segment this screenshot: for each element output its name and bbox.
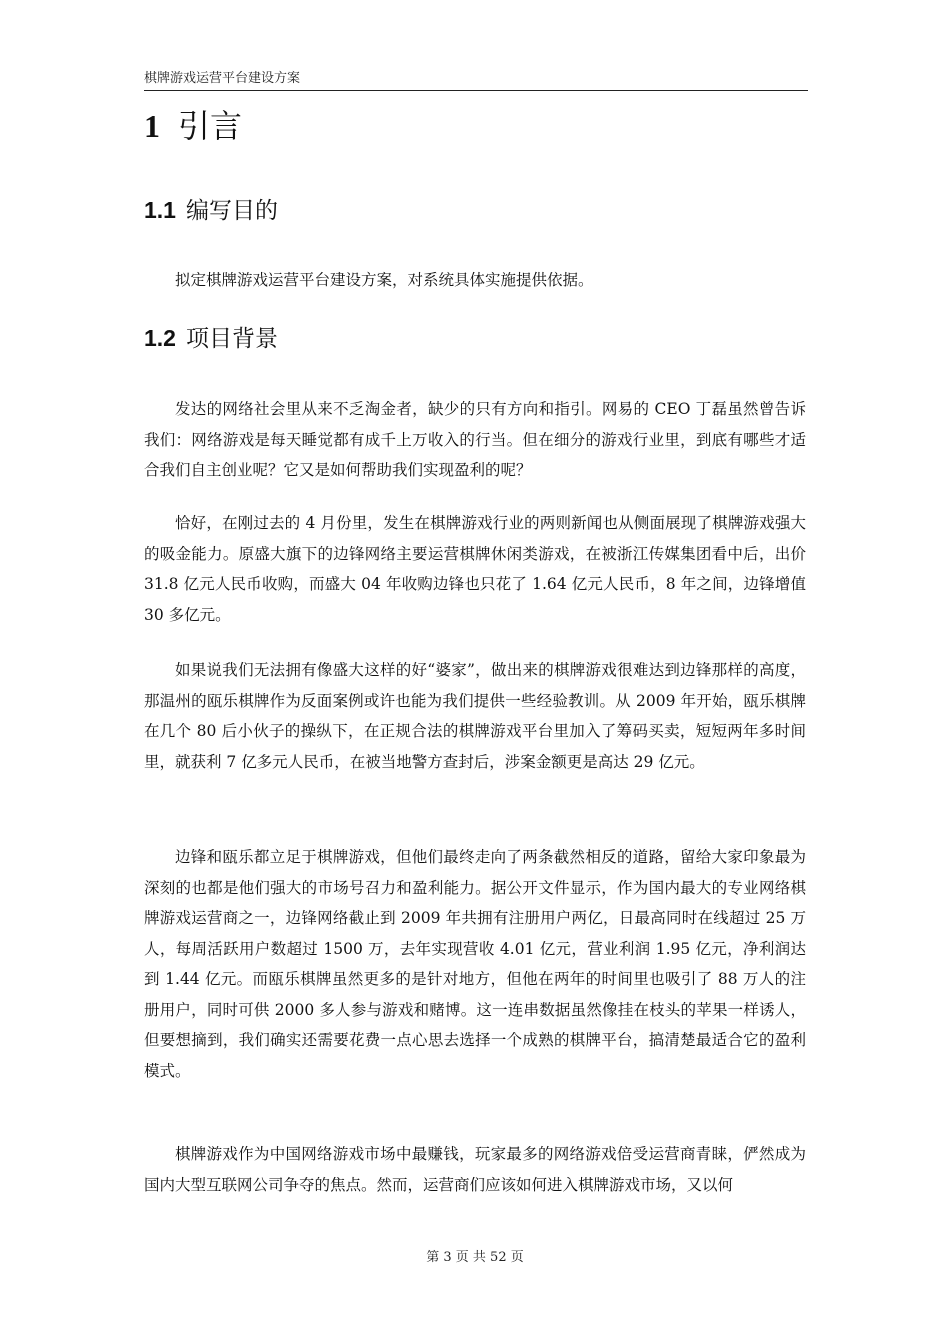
page-footer bbox=[0, 1249, 950, 1267]
paragraph: 如果说我们无法拥有像盛大这样的好“婆家”，做出来的棋牌游戏很难达到边锋那样的高度，那温州的瓯乐棋牌作为反面案例或许也能为我们提供一些经验教训。从 2009 年开始，瓯乐棋牌在几个 80 后小伙子的操纵下，在正规合法的棋牌游戏平台里加入了筹码买卖，短短两年多时间里，就获利 7 亿多元人民币，在被当地警方查封后，涉案金额更是高达 29 亿元。 bbox=[144, 661, 806, 771]
running-header bbox=[144, 70, 808, 91]
paragraph: 边锋和瓯乐都立足于棋牌游戏，但他们最终走向了两条截然相反的道路，留给大家印象最为深刻的也都是他们强大的市场号召力和盈利能力。据公开文件显示，作为国内最大的专业网络棋牌游戏运营商之一，边锋网络截止到 2009 年共拥有注册用户两亿，日最高同时在线超过 25 万人，每周活跃用户数超过 1500 万，去年实现营收 4.01 亿元，营业利润 1.95 亿元，净利润达到 1.44 亿元。而瓯乐棋牌虽然更多的是针对地方，但他在两年的时间里也吸引了 88 万人的注册用户，同时可供 2000 多人参与游戏和赌博。这一连串数据虽然像挂在枝头的苹果一样诱人，但要想摘到，我们确实还需要花费一点心思去选择一个成熟的棋牌平台，搞清楚最适合它的盈利模式。 bbox=[144, 848, 806, 1080]
paragraph: 拟定棋牌游戏运营平台建设方案，对系统具体实施提供依据。 bbox=[175, 271, 594, 289]
chapter-heading bbox=[144, 104, 242, 148]
section-number: 1.2 bbox=[144, 325, 176, 351]
paragraph: 发达的网络社会里从来不乏淘金者，缺少的只有方向和指引。网易的 CEO 丁磊虽然曾告诉我们：网络游戏是每天睡觉都有成千上万收入的行当。但在细分的游戏行业里，到底有哪些才适合我们自主创业呢？它又是如何帮助我们实现盈利的呢？ bbox=[144, 400, 806, 479]
section-title: 项目背景 bbox=[185, 326, 278, 352]
section-number: 1.1 bbox=[144, 197, 176, 223]
section-heading bbox=[144, 194, 278, 227]
section-title: 编写目的 bbox=[185, 198, 278, 224]
running-header-title: 棋牌游戏运营平台建设方案 bbox=[144, 71, 301, 86]
section-heading bbox=[144, 322, 278, 355]
paragraph: 恰好，在刚过去的 4 月份里，发生在棋牌游戏行业的两则新闻也从侧面展现了棋牌游戏强大的吸金能力。原盛大旗下的边锋网络主要运营棋牌休闲类游戏，在被浙江传媒集团看中后，出价 31.8 亿元人民币收购，而盛大 04 年收购边锋也只花了 1.64 亿元人民币，8 年之间，边锋增值 30 多亿元。 bbox=[144, 514, 806, 624]
paragraph: 棋牌游戏作为中国网络游戏市场中最赚钱，玩家最多的网络游戏倍受运营商青睐，俨然成为国内大型互联网公司争夺的焦点。然而，运营商们应该如何进入棋牌游戏市场，又以何 bbox=[144, 1145, 806, 1194]
chapter-title: 引言 bbox=[178, 107, 243, 145]
page-number: 第 3 页 共 52 页 bbox=[426, 1250, 524, 1265]
chapter-number: 1 bbox=[144, 108, 160, 144]
